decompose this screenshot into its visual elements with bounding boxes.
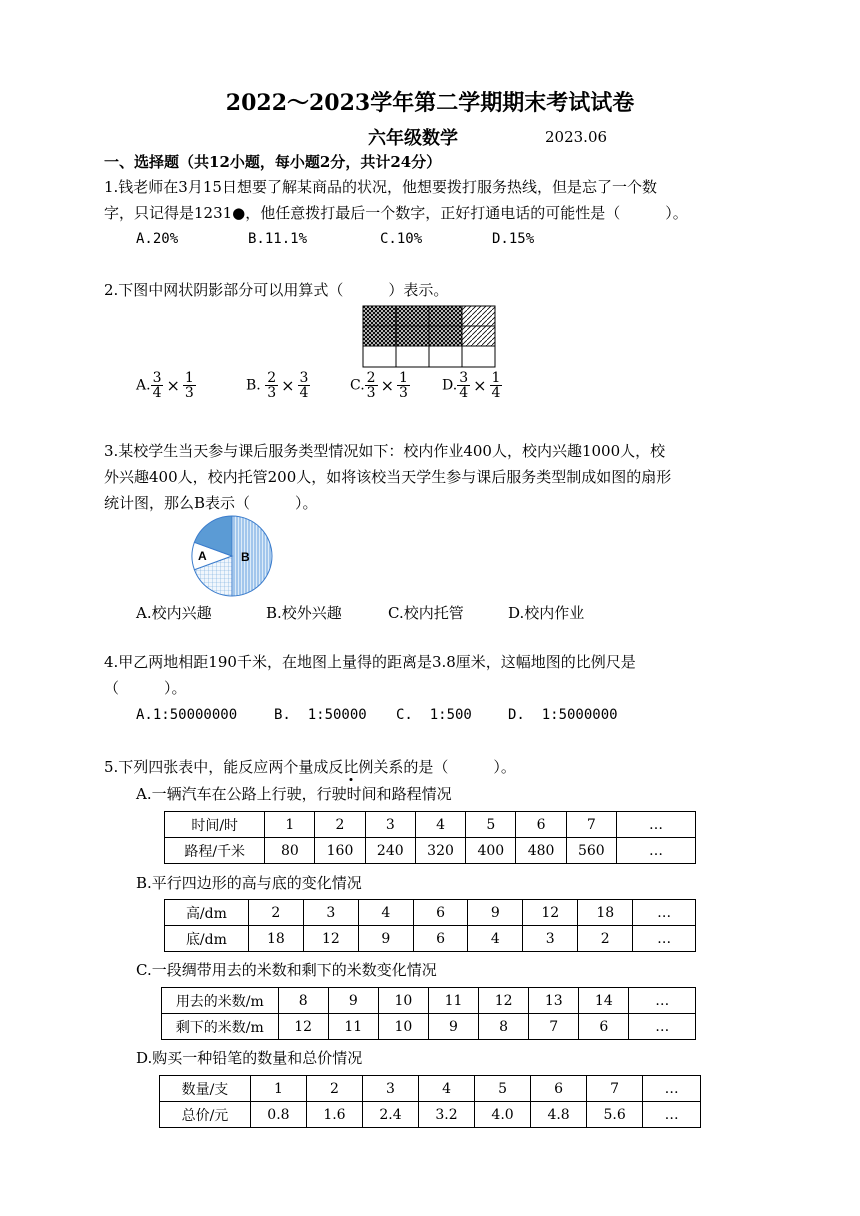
table-cell: 12 <box>303 926 358 952</box>
question-2-option-c: C. $\frac{2}{3}$ × $\frac{1}{3}$ <box>350 370 408 401</box>
table-cell: 10 <box>378 988 428 1014</box>
table-cell: 9 <box>328 988 378 1014</box>
pie-chart-figure <box>188 514 276 598</box>
table-cell: 18 <box>248 926 303 952</box>
table-cell: 1 <box>250 1076 306 1102</box>
question-4-line-2: （ ）。 <box>104 679 187 697</box>
question-1-line-1: 1.钱老师在3月15日想要了解某商品的状况，他想要拨打服务热线，但是忘了一个数 <box>104 178 657 196</box>
table-cell: 4.0 <box>475 1102 531 1128</box>
table-cell: 5 <box>475 1076 531 1102</box>
table-cell: 12 <box>523 900 578 926</box>
table-row-header: 时间/时 <box>165 812 265 838</box>
question-4-option-b: B. 1:50000 <box>274 707 367 723</box>
question-1-option-c: C.10% <box>380 231 423 247</box>
table-cell: 9 <box>358 926 413 952</box>
table-cell: … <box>629 988 696 1014</box>
table-cell: 160 <box>315 838 365 864</box>
table-cell: 6 <box>516 812 566 838</box>
question-3-line-3: 统计图，那么B表示（ ）。 <box>104 494 318 512</box>
section-heading: 一、选择题（共12小题，每小题2分，共计24分） <box>104 153 442 171</box>
table-row <box>162 988 696 1014</box>
table-cell: 14 <box>579 988 629 1014</box>
question-4-line-1: 4.甲乙两地相距190千米，在地图上量得的距离是3.8厘米，这幅地图的比例尺是 <box>104 653 636 671</box>
table-cell: … <box>643 1102 701 1128</box>
table-a <box>164 811 696 864</box>
table-cell: 3 <box>303 900 358 926</box>
table-row <box>165 926 696 952</box>
pie-slice-b <box>232 516 272 596</box>
table-cell: … <box>616 812 695 838</box>
table-cell: 6 <box>579 1014 629 1040</box>
question-3-option-a: A.校内兴趣 <box>136 604 212 622</box>
table-cell: 12 <box>278 1014 328 1040</box>
table-cell: 6 <box>413 900 468 926</box>
table-cell: 9 <box>468 900 523 926</box>
table-row-header: 用去的米数/m <box>162 988 279 1014</box>
question-3-option-d: D.校内作业 <box>508 604 585 622</box>
table-row-header: 路程/千米 <box>165 838 265 864</box>
table-row-header: 底/dm <box>165 926 249 952</box>
table-cell: 3 <box>523 926 578 952</box>
question-1-option-d: D.15% <box>492 231 535 247</box>
table-cell: 6 <box>531 1076 587 1102</box>
question-4-option-c: C. 1:500 <box>396 707 472 723</box>
table-cell: 7 <box>529 1014 579 1040</box>
question-4-option-d: D. 1:5000000 <box>508 707 618 723</box>
table-cell: 1 <box>265 812 315 838</box>
table-cell: 3 <box>365 812 415 838</box>
question-3-option-c: C.校内托管 <box>388 604 464 622</box>
table-cell: 8 <box>278 988 328 1014</box>
table-row-header: 总价/元 <box>160 1102 251 1128</box>
table-cell: … <box>616 838 695 864</box>
question-2-option-d: D. $\frac{3}{4}$ × $\frac{1}{4}$ <box>442 370 501 401</box>
table-cell: 0.8 <box>250 1102 306 1128</box>
question-1-line-2: 字，只记得是1231●，他任意拨打最后一个数字，正好打通电话的可能性是（ ）。 <box>104 204 688 222</box>
table-cell: 1.6 <box>306 1102 362 1128</box>
table-row <box>165 900 696 926</box>
table-cell: 5.6 <box>587 1102 643 1128</box>
table-cell: … <box>633 900 696 926</box>
table-cell: 4 <box>358 900 413 926</box>
table-b-caption: B.平行四边形的高与底的变化情况 <box>136 874 362 892</box>
table-row <box>165 812 696 838</box>
table-cell: 3.2 <box>419 1102 475 1128</box>
table-cell: 18 <box>578 900 633 926</box>
table-cell: 13 <box>529 988 579 1014</box>
table-cell: … <box>629 1014 696 1040</box>
table-cell: 4.8 <box>531 1102 587 1128</box>
table-row <box>160 1102 701 1128</box>
table-row <box>165 838 696 864</box>
exam-subtitle: 六年级数学 <box>368 128 458 149</box>
table-cell: 4 <box>419 1076 475 1102</box>
table-cell: 560 <box>566 838 616 864</box>
table-row-header: 剩下的米数/m <box>162 1014 279 1040</box>
table-cell: 7 <box>587 1076 643 1102</box>
table-d <box>159 1075 701 1128</box>
question-2-text: 2.下图中网状阴影部分可以用算式（ ）表示。 <box>104 281 449 299</box>
question-2-option-a: A. $\frac{3}{4}$ × $\frac{1}{3}$ <box>136 370 194 401</box>
exam-title: 2022～2023学年第二学期期末考试试卷 <box>225 90 635 116</box>
table-cell: 4 <box>468 926 523 952</box>
table-row <box>160 1076 701 1102</box>
table-cell: 480 <box>516 838 566 864</box>
table-b <box>164 899 696 952</box>
table-cell: 8 <box>479 1014 529 1040</box>
table-cell: 11 <box>328 1014 378 1040</box>
question-3-option-b: B.校外兴趣 <box>266 604 342 622</box>
table-cell: 11 <box>428 988 478 1014</box>
table-cell: 2.4 <box>362 1102 418 1128</box>
question-5-text: 5.下列四张表中，能反应两个量成反比例关系的是（ ）。 <box>104 758 516 776</box>
grid-shading-figure <box>362 305 498 369</box>
table-c-caption: C.一段绸带用去的米数和剩下的米数变化情况 <box>136 961 437 979</box>
table-cell: 400 <box>466 838 516 864</box>
table-cell: 5 <box>466 812 516 838</box>
table-row-header: 数量/支 <box>160 1076 251 1102</box>
table-cell: 2 <box>306 1076 362 1102</box>
question-4-option-a: A.1:50000000 <box>136 707 238 723</box>
table-row-header: 高/dm <box>165 900 249 926</box>
table-cell: 6 <box>413 926 468 952</box>
emphasis-word: 反比例 <box>328 758 374 776</box>
question-1-option-b: B.11.1% <box>248 231 308 247</box>
pie-label-b: B <box>241 550 250 564</box>
table-cell: 80 <box>265 838 315 864</box>
table-cell: 3 <box>362 1076 418 1102</box>
question-2-option-b: B. $\frac{2}{3}$ × $\frac{3}{4}$ <box>246 370 309 401</box>
table-cell: 2 <box>578 926 633 952</box>
table-cell: 320 <box>415 838 465 864</box>
table-cell: 2 <box>248 900 303 926</box>
question-3-line-1: 3.某校学生当天参与课后服务类型情况如下：校内作业400人，校内兴趣1000人，校 <box>104 442 666 460</box>
pie-label-a: A <box>198 549 207 563</box>
question-1-option-a: A.20% <box>136 231 179 247</box>
table-cell: 4 <box>415 812 465 838</box>
exam-date: 2023.06 <box>545 128 608 146</box>
table-cell: 12 <box>479 988 529 1014</box>
table-cell: 240 <box>365 838 415 864</box>
table-cell: … <box>633 926 696 952</box>
table-d-caption: D.购买一种铅笔的数量和总价情况 <box>136 1049 363 1067</box>
table-cell: 2 <box>315 812 365 838</box>
table-cell: 10 <box>378 1014 428 1040</box>
question-3-line-2: 外兴趣400人，校内托管200人，如将该校当天学生参与课后服务类型制成如图的扇形 <box>104 468 672 486</box>
table-row <box>162 1014 696 1040</box>
table-cell: 7 <box>566 812 616 838</box>
table-cell: … <box>643 1076 701 1102</box>
table-cell: 9 <box>428 1014 478 1040</box>
table-c <box>161 987 696 1040</box>
table-a-caption: A.一辆汽车在公路上行驶，行驶时间和路程情况 <box>136 785 452 803</box>
